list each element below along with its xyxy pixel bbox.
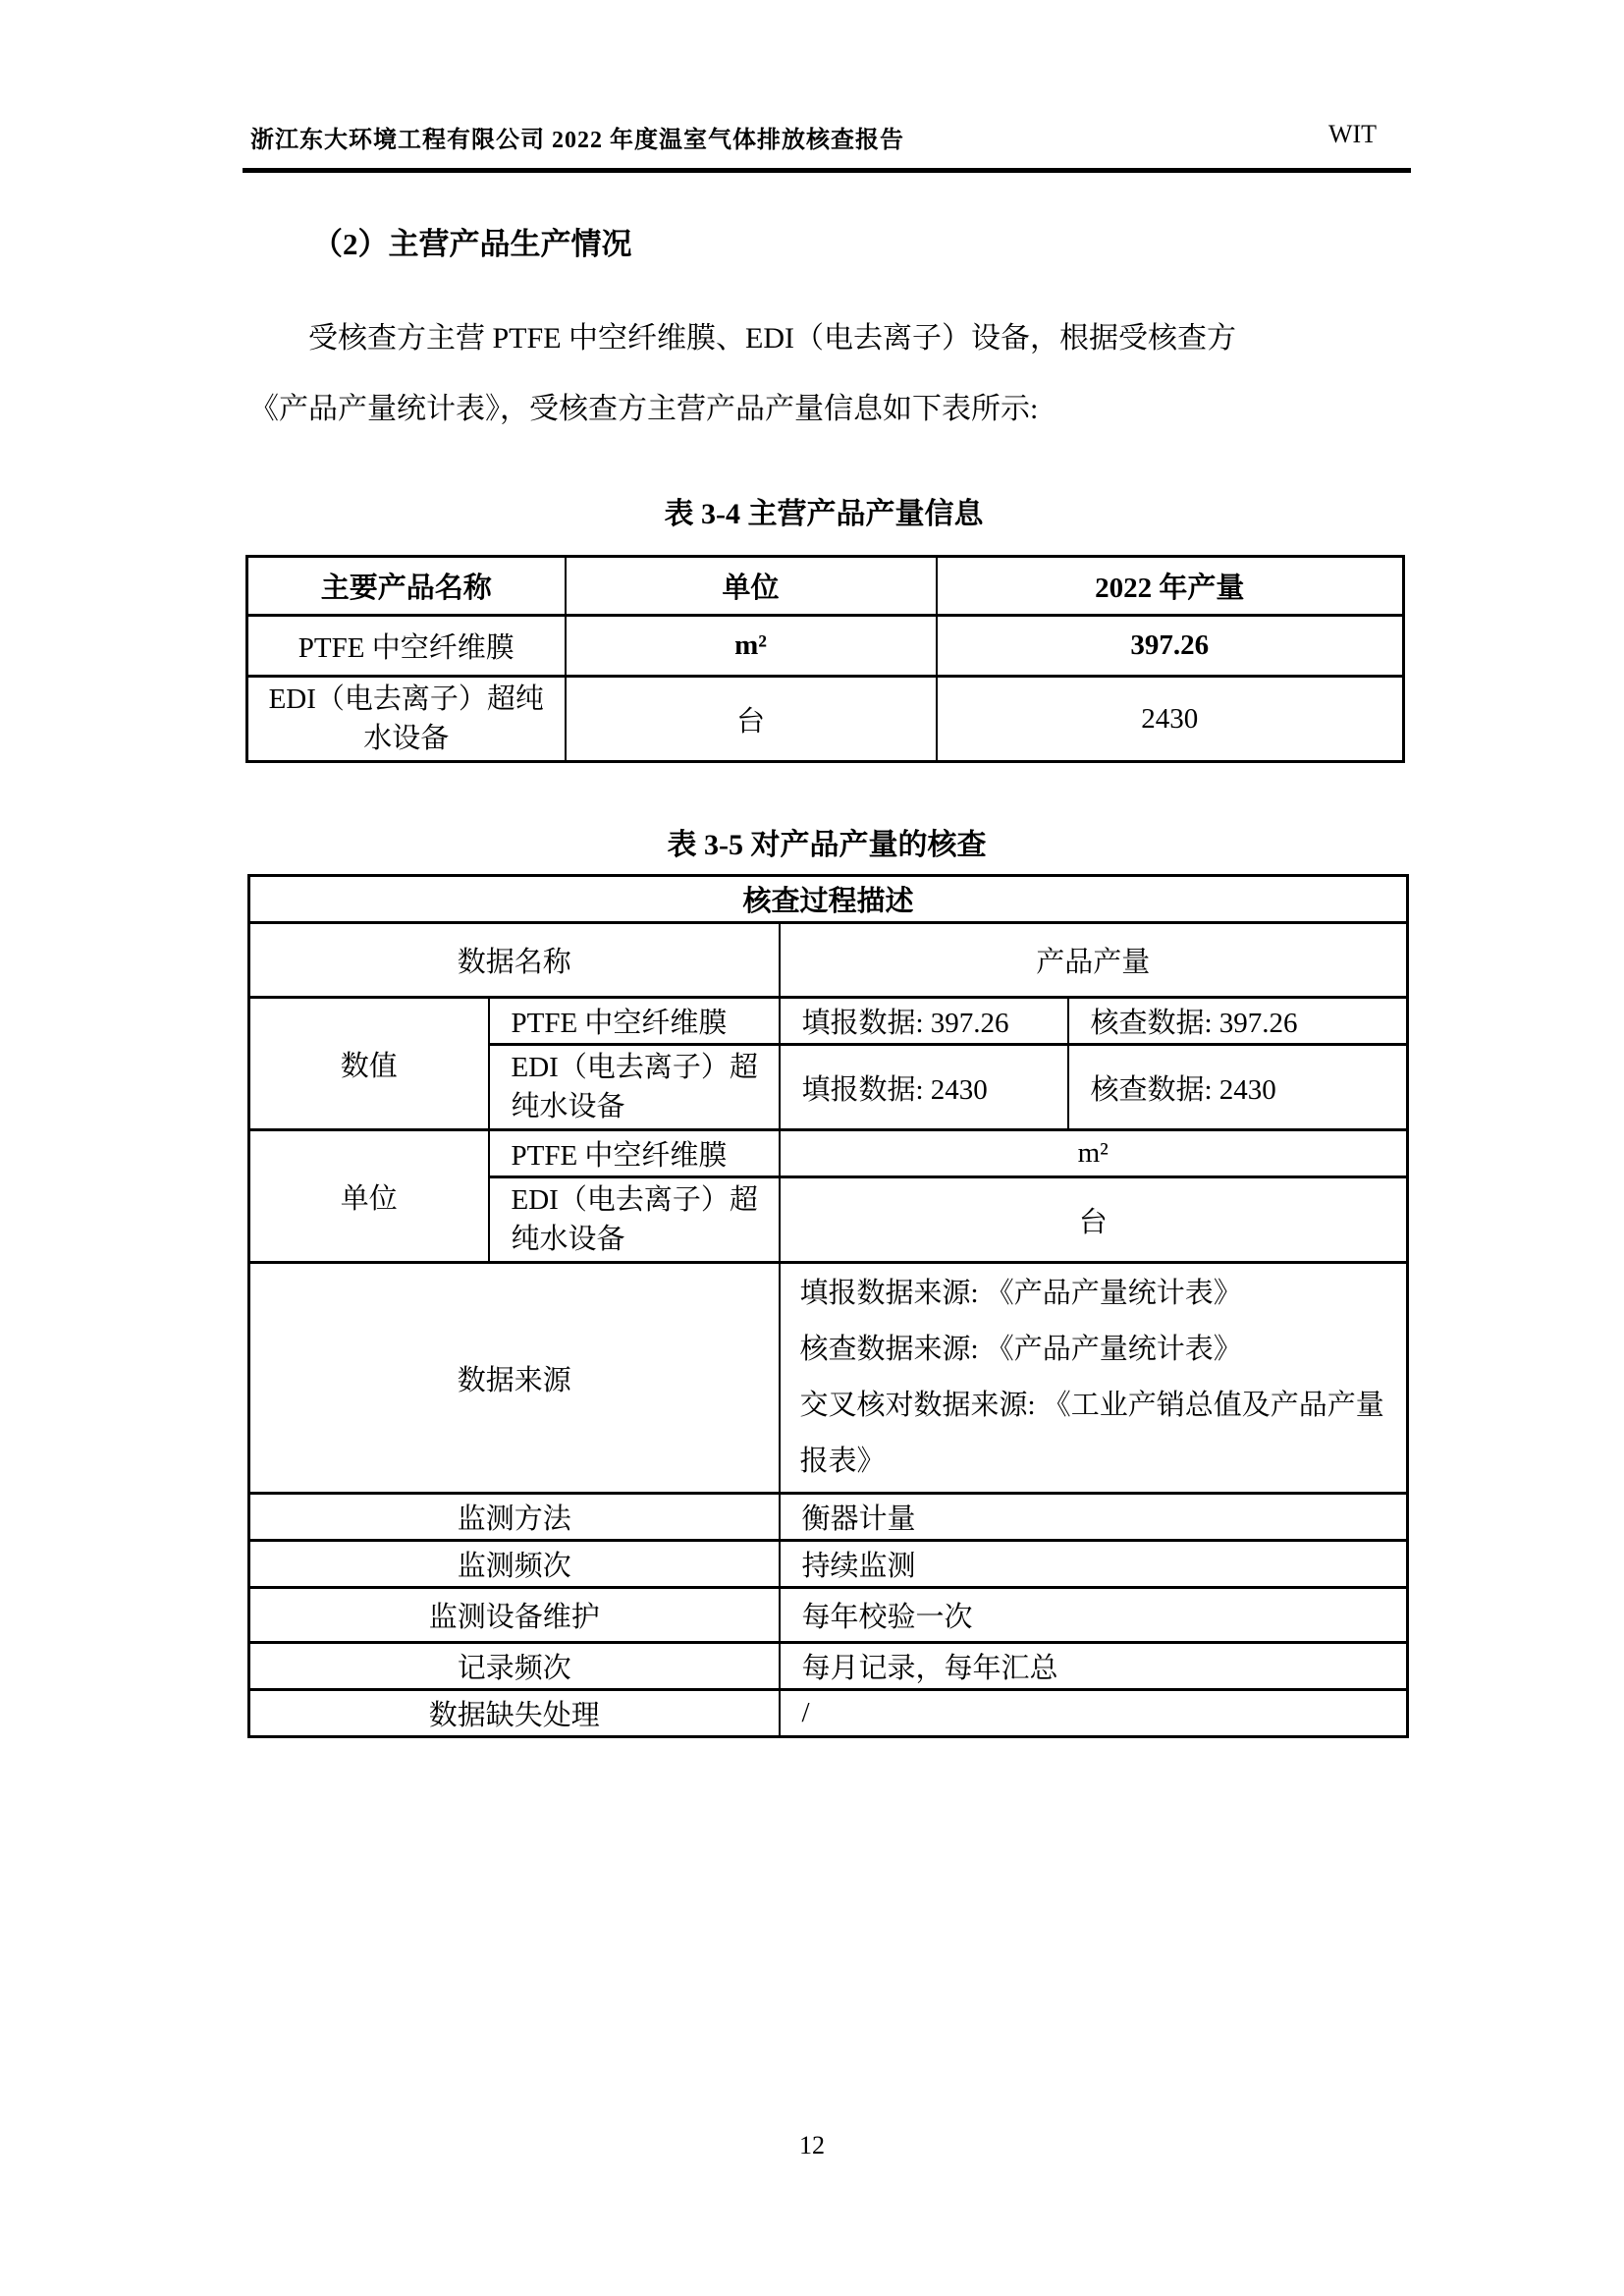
missing-data-row [249,1690,1408,1737]
numeric-label-cell: 数值 [249,998,489,1130]
paragraph-line-2: 《产品产量统计表》，受核查方主营产品产量信息如下表所示: [249,393,1039,425]
product-cell: EDI（电去离子）超纯水设备 [489,1177,780,1263]
monitor-method-row [249,1494,1408,1541]
verified-value-cell: 核查数据: 2430 [1068,1045,1408,1130]
table-3-4-header-row [247,557,1404,616]
data-name-value-cell: 产品产量 [780,923,1408,998]
monitor-label-cell: 数据缺失处理 [249,1690,780,1737]
data-source-row [249,1263,1408,1494]
monitor-label-cell: 监测设备维护 [249,1588,780,1643]
product-name-cell: PTFE 中空纤维膜 [247,616,566,677]
reported-value-cell: 填报数据: 397.26 [780,998,1068,1045]
col-header-2022-output: 2022 年产量 [937,557,1404,616]
unit-value-cell: m² [780,1130,1408,1177]
page-number: 12 [799,2131,825,2159]
reported-value-cell: 填报数据: 2430 [780,1045,1068,1130]
monitor-value-cell: / [780,1690,1408,1737]
monitor-label-cell: 记录频次 [249,1643,780,1690]
monitor-value-cell: 持续监测 [780,1541,1408,1588]
table-3-4 [245,555,1405,763]
process-header-row [249,876,1408,923]
output-cell: 2430 [937,677,1404,762]
source-line-verified: 核查数据来源: 《产品产量统计表》 [799,1334,1242,1365]
data-name-row [249,923,1408,998]
header-logo-text: WIT [1327,120,1378,148]
monitor-label-cell: 监测方法 [249,1494,780,1541]
unit-row-ptfe [249,1130,1408,1177]
table-3-5-caption: 表 3-5 对产品产量的核查 [667,829,987,861]
monitor-value-cell: 每月记录，每年汇总 [780,1643,1408,1690]
product-name-cell: EDI（电去离子）超纯水设备 [247,677,566,762]
monitor-value-cell: 每年校验一次 [780,1588,1408,1643]
header-title: 浙江东大环境工程有限公司 2022 年度温室气体排放核查报告 [250,128,904,153]
table-3-5 [247,874,1409,1738]
product-cell: EDI（电去离子）超纯水设备 [489,1045,780,1130]
data-name-label-cell: 数据名称 [249,923,780,998]
table-3-4-caption: 表 3-4 主营产品产量信息 [664,498,984,530]
paragraph-line-1: 受核查方主营 PTFE 中空纤维膜、EDI（电去离子）设备，根据受核查方 [308,322,1236,355]
equipment-maintenance-row [249,1588,1408,1643]
table-row [247,616,1404,677]
unit-cell: m² [566,616,937,677]
table-row [247,677,1404,762]
unit-value-cell: 台 [780,1177,1408,1263]
numeric-row-ptfe [249,998,1408,1045]
section-heading: （2）主营产品生产情况 [312,227,632,261]
col-header-unit: 单位 [566,557,937,616]
source-line-cross-check: 交叉核对数据来源: 《工业产销总值及产品产量报表》 [799,1390,1384,1477]
process-header-cell: 核查过程描述 [249,876,1408,923]
unit-label-cell: 单位 [249,1130,489,1263]
source-line-reported: 填报数据来源: 《产品产量统计表》 [799,1278,1242,1309]
product-cell: PTFE 中空纤维膜 [489,998,780,1045]
unit-cell: 台 [566,677,937,762]
record-frequency-row [249,1643,1408,1690]
data-source-label-cell: 数据来源 [249,1263,780,1494]
verified-value-cell: 核查数据: 397.26 [1068,998,1408,1045]
header-rule [243,168,1411,173]
data-source-value-cell [780,1263,1408,1494]
product-cell: PTFE 中空纤维膜 [489,1130,780,1177]
col-header-product-name: 主要产品名称 [247,557,566,616]
output-cell: 397.26 [937,616,1404,677]
monitor-label-cell: 监测频次 [249,1541,780,1588]
monitor-frequency-row [249,1541,1408,1588]
monitor-value-cell: 衡器计量 [780,1494,1408,1541]
